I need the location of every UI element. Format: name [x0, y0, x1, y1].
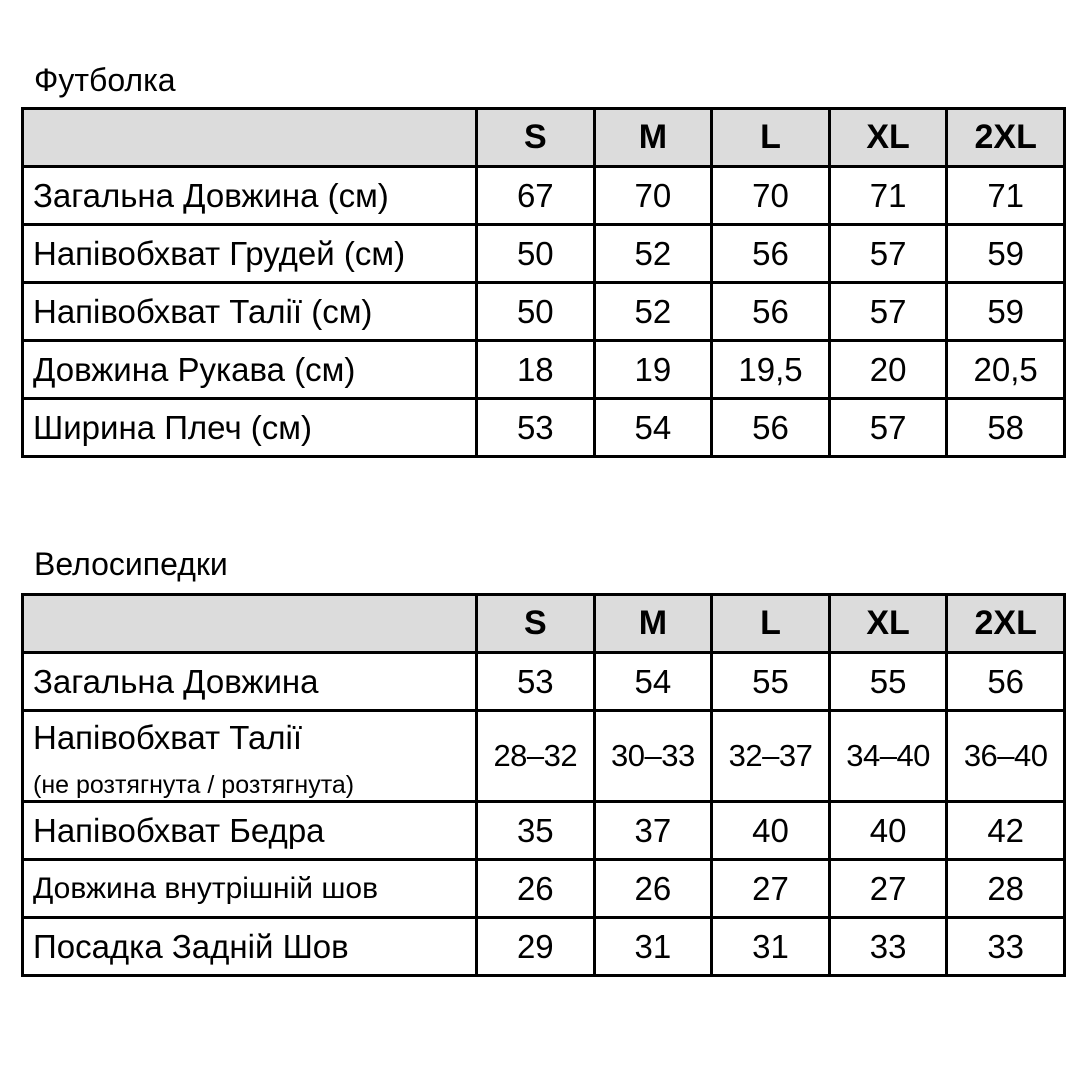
table-row [23, 711, 1065, 802]
table-cell: 29 [477, 918, 595, 976]
table-cell: 33 [947, 918, 1065, 976]
table-cell: 37 [594, 802, 712, 860]
table-cell: 28–32 [477, 711, 595, 802]
table-cell: 70 [594, 167, 712, 225]
table-cell: 18 [477, 341, 595, 399]
row-label-main: Напівобхват Талії [33, 719, 303, 756]
size-header-2xl: 2XL [947, 595, 1065, 653]
table-cell: 28 [947, 860, 1065, 918]
table-row [23, 860, 1065, 918]
table-row [23, 167, 1065, 225]
size-header-m: M [594, 595, 712, 653]
table-cell: 20,5 [947, 341, 1065, 399]
header-corner-cell [23, 595, 477, 653]
tshirt-size-table [21, 107, 1066, 458]
table-cell: 55 [712, 653, 830, 711]
table-cell: 56 [712, 225, 830, 283]
table-cell: 27 [712, 860, 830, 918]
table-cell: 54 [594, 653, 712, 711]
size-header-xl: XL [829, 595, 947, 653]
table-cell: 57 [829, 283, 947, 341]
table-cell: 19,5 [712, 341, 830, 399]
row-label-total-length: Загальна Довжина (см) [23, 167, 477, 225]
table-cell: 31 [594, 918, 712, 976]
table-cell: 42 [947, 802, 1065, 860]
size-header-s: S [477, 595, 595, 653]
table-row [23, 653, 1065, 711]
table-row [23, 341, 1065, 399]
header-corner-cell [23, 109, 477, 167]
table-cell: 20 [829, 341, 947, 399]
table-cell: 26 [594, 860, 712, 918]
table-cell: 54 [594, 399, 712, 457]
table-cell: 53 [477, 399, 595, 457]
row-label-half-chest: Напівобхват Грудей (см) [23, 225, 477, 283]
table-cell: 26 [477, 860, 595, 918]
table-row [23, 802, 1065, 860]
table-cell: 70 [712, 167, 830, 225]
table-cell: 57 [829, 225, 947, 283]
table-cell: 31 [712, 918, 830, 976]
row-label-half-waist [23, 711, 477, 802]
table-cell: 32–37 [712, 711, 830, 802]
table-cell: 56 [712, 399, 830, 457]
row-label-back-rise: Посадка Задній Шов [23, 918, 477, 976]
row-label-half-waist: Напівобхват Талії (см) [23, 283, 477, 341]
row-label-total-length: Загальна Довжина [23, 653, 477, 711]
table-cell: 53 [477, 653, 595, 711]
size-header-xl: XL [829, 109, 947, 167]
table-row [23, 225, 1065, 283]
table-cell: 59 [947, 225, 1065, 283]
table-cell: 35 [477, 802, 595, 860]
table-cell: 71 [947, 167, 1065, 225]
table-cell: 59 [947, 283, 1065, 341]
size-header-s: S [477, 109, 595, 167]
cycling-shorts-size-table [21, 593, 1066, 977]
size-header-m: M [594, 109, 712, 167]
table-cell: 52 [594, 283, 712, 341]
table-cell: 27 [829, 860, 947, 918]
table-row [23, 918, 1065, 976]
table-cell: 56 [947, 653, 1065, 711]
row-label-shoulder-width: Ширина Плеч (см) [23, 399, 477, 457]
table-cell: 19 [594, 341, 712, 399]
row-label-sleeve-length: Довжина Рукава (см) [23, 341, 477, 399]
table-cell: 50 [477, 225, 595, 283]
table-cell: 30–33 [594, 711, 712, 802]
table-cell: 40 [712, 802, 830, 860]
table-cell: 57 [829, 399, 947, 457]
table-row [23, 283, 1065, 341]
table-cell: 58 [947, 399, 1065, 457]
row-label-inseam-length: Довжина внутрішній шов [23, 860, 477, 918]
table-cell: 50 [477, 283, 595, 341]
table-cell: 67 [477, 167, 595, 225]
table-cell: 55 [829, 653, 947, 711]
tshirt-table-title: Футболка [34, 62, 176, 98]
size-header-l: L [712, 595, 830, 653]
size-header-2xl: 2XL [947, 109, 1065, 167]
table-cell: 52 [594, 225, 712, 283]
table-cell: 36–40 [947, 711, 1065, 802]
table-cell: 33 [829, 918, 947, 976]
table-row [23, 399, 1065, 457]
table-header-row [23, 595, 1065, 653]
size-header-l: L [712, 109, 830, 167]
cycling-shorts-table-title: Велосипедки [34, 546, 228, 582]
table-cell: 71 [829, 167, 947, 225]
table-cell: 34–40 [829, 711, 947, 802]
row-label-half-hip: Напівобхват Бедра [23, 802, 477, 860]
row-label-note: (не розтягнута / розтягнута) [33, 771, 355, 799]
table-header-row [23, 109, 1065, 167]
table-cell: 56 [712, 283, 830, 341]
table-cell: 40 [829, 802, 947, 860]
